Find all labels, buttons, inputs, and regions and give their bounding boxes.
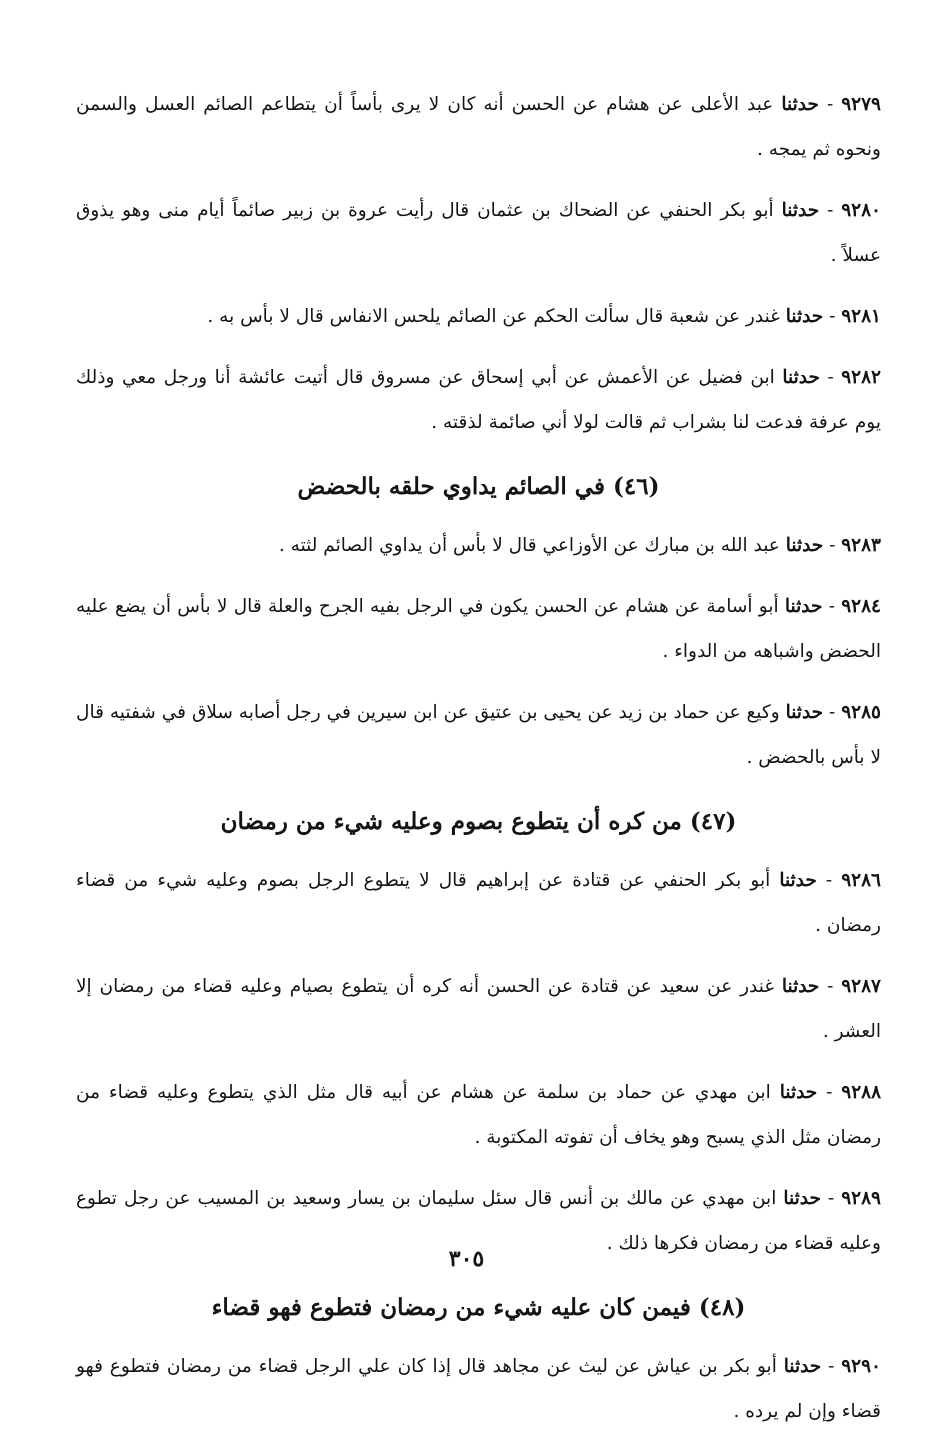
entry-lead-word: حدثنا — [781, 200, 820, 221]
entry-text: عبد الأعلى عن هشام عن الحسن أنه كان لا يرى بأساً أن يتطاعم الصائم العسل والسمن ونحوه ثم يمجه . — [76, 94, 881, 160]
entry-number: ٩٢٨٧ — [841, 976, 881, 997]
entry-number: ٩٢٩٠ — [841, 1356, 881, 1377]
entry-lead-word: حدثنا — [782, 367, 820, 388]
entry-lead-word: حدثنا — [779, 1082, 818, 1103]
entry-number: ٩٢٨٥ — [841, 702, 881, 723]
entry-text: أبو أسامة عن هشام عن الحسن يكون في الرجل بفيه الجرح والعلة قال لا بأس أن يضع عليه الحضض واشباهه من الدواء . — [76, 596, 881, 662]
entry-number: ٩٢٨٤ — [841, 596, 881, 617]
entry-text: ابن فضيل عن الأعمش عن أبي إسحاق عن مسروق قال أتيت عائشة أنا ورجل معي وذلك يوم عرفة فدعت لنا بشراب ثم قالت لولا أني صائمة لذقته . — [76, 367, 881, 433]
entry-lead-word: حدثنا — [783, 1188, 821, 1209]
hadith-entry: ٩٢٨٦ - حدثنا أبو بكر الحنفي عن قتادة عن إبراهيم قال لا يتطوع الرجل بصوم وعليه شيء من قضاء رمضان . — [76, 870, 881, 936]
section-heading: (٤٨) فيمن كان عليه شيء من رمضان فتطوع فهو قضاء — [211, 1294, 746, 1321]
entry-lead-word: حدثنا — [781, 94, 819, 115]
hadith-entry: ٩٢٨١ - حدثنا غندر عن شعبة قال سألت الحكم عن الصائم يلحس الانفاس قال لا بأس به . — [207, 306, 881, 327]
hadith-entry: ٩٢٨٩ - حدثنا ابن مهدي عن مالك بن أنس قال سئل سليمان بن يسار وسعيد بن المسيب عن رجل تطوع وعليه قضاء من رمضان فكرها ذلك . — [76, 1188, 881, 1254]
entry-lead-word: حدثنا — [781, 976, 820, 997]
hadith-entry: ٩٢٩٠ - حدثنا أبو بكر بن عياش عن ليث عن مجاهد قال إذا كان علي الرجل قضاء من رمضان فتطوع فهو قضاء وإن لم يرده . — [76, 1356, 881, 1422]
entry-text: غندر عن سعيد عن قتادة عن الحسن أنه كره أن يتطوع بصيام وعليه قضاء من رمضان إلا العشر . — [76, 976, 881, 1042]
hadith-entry: ٩٢٨٠ - حدثنا أبو بكر الحنفي عن الضحاك بن عثمان قال رأيت عروة بن زبير صائماً أيام منى وهو يذوق عسلاً . — [76, 200, 881, 266]
entry-number: ٩٢٨٠ — [841, 200, 881, 221]
entry-number: ٩٢٨١ — [841, 306, 881, 327]
entry-number: ٩٢٨٨ — [841, 1082, 882, 1103]
entry-lead-word: حدثنا — [785, 535, 824, 556]
page-number: ٣٠٥ — [448, 1246, 485, 1272]
hadith-entry: ٩٢٨٨ - حدثنا ابن مهدي عن حماد بن سلمة عن هشام عن أبيه قال مثل الذي يتطوع وعليه قضاء من رمضان مثل الذي يسبح وهو يخاف أن تفوته المكتوبة . — [76, 1082, 882, 1148]
hadith-entry: ٩٢٨٤ - حدثنا أبو أسامة عن هشام عن الحسن يكون في الرجل بفيه الجرح والعلة قال لا بأس أن يضع عليه الحضض واشباهه من الدواء . — [76, 596, 881, 662]
section-heading: (٤٦) في الصائم يداوي حلقه بالحضض — [297, 473, 660, 500]
hadith-entry: ٩٢٨٢ - حدثنا ابن فضيل عن الأعمش عن أبي إسحاق عن مسروق قال أتيت عائشة أنا ورجل معي وذلك يوم عرفة فدعت لنا بشراب ثم قالت لولا أني صائمة لذقته . — [76, 367, 881, 433]
entry-text: أبو بكر بن عياش عن ليث عن مجاهد قال إذا كان علي الرجل قضاء من رمضان فتطوع فهو قضاء وإن لم يرده . — [76, 1356, 881, 1422]
entry-lead-word: حدثنا — [784, 596, 823, 617]
entry-text: ابن مهدي عن حماد بن سلمة عن هشام عن أبيه قال مثل الذي يتطوع وعليه قضاء من رمضان مثل الذي يسبح وهو يخاف أن تفوته المكتوبة . — [76, 1082, 881, 1148]
entry-number: ٩٢٨٩ — [841, 1188, 881, 1209]
section-heading: (٤٧) من كره أن يتطوع بصوم وعليه شيء من رمضان — [220, 808, 737, 835]
entry-text: عبد الله بن مبارك عن الأوزاعي قال لا بأس أن يداوي الصائم لثته . — [278, 535, 780, 556]
hadith-entry: ٩٢٨٣ - حدثنا عبد الله بن مبارك عن الأوزاعي قال لا بأس أن يداوي الصائم لثته . — [278, 535, 881, 556]
entry-number: ٩٢٧٩ — [841, 94, 881, 115]
page-content — [76, 82, 881, 1450]
entry-text: وكيع عن حماد بن زيد عن يحيى بن عتيق عن ابن سيرين في رجل أصابه سلاق في شفتيه قال لا بأس بالحضض . — [76, 702, 881, 768]
hadith-entry: ٩٢٨٧ - حدثنا غندر عن سعيد عن قتادة عن الحسن أنه كره أن يتطوع بصيام وعليه قضاء من رمضان إلا العشر . — [76, 976, 881, 1042]
entry-lead-word: حدثنا — [785, 306, 824, 327]
entry-number: ٩٢٨٢ — [841, 367, 881, 388]
hadith-entry: ٩٢٧٩ - حدثنا عبد الأعلى عن هشام عن الحسن أنه كان لا يرى بأساً أن يتطاعم الصائم العسل والسمن ونحوه ثم يمجه . — [76, 94, 881, 160]
entry-lead-word: حدثنا — [785, 702, 824, 723]
entry-text: ابن مهدي عن مالك بن أنس قال سئل سليمان بن يسار وسعيد بن المسيب عن رجل تطوع وعليه قضاء من رمضان فكرها ذلك . — [76, 1188, 881, 1254]
entry-number: ٩٢٨٦ — [841, 870, 881, 891]
entry-number: ٩٢٨٣ — [841, 535, 881, 556]
hadith-entry: ٩٢٨٥ - حدثنا وكيع عن حماد بن زيد عن يحيى بن عتيق عن ابن سيرين في رجل أصابه سلاق في شفتيه قال لا بأس بالحضض . — [76, 702, 881, 768]
entry-text: أبو بكر الحنفي عن الضحاك بن عثمان قال رأيت عروة بن زبير صائماً أيام منى وهو يذوق عسلاً . — [76, 200, 881, 266]
entry-text: أبو بكر الحنفي عن قتادة عن إبراهيم قال لا يتطوع الرجل بصوم وعليه شيء من قضاء رمضان . — [76, 870, 881, 936]
entry-lead-word: حدثنا — [779, 870, 817, 891]
entry-lead-word: حدثنا — [783, 1356, 822, 1377]
entry-text: غندر عن شعبة قال سألت الحكم عن الصائم يلحس الانفاس قال لا بأس به . — [207, 306, 780, 327]
